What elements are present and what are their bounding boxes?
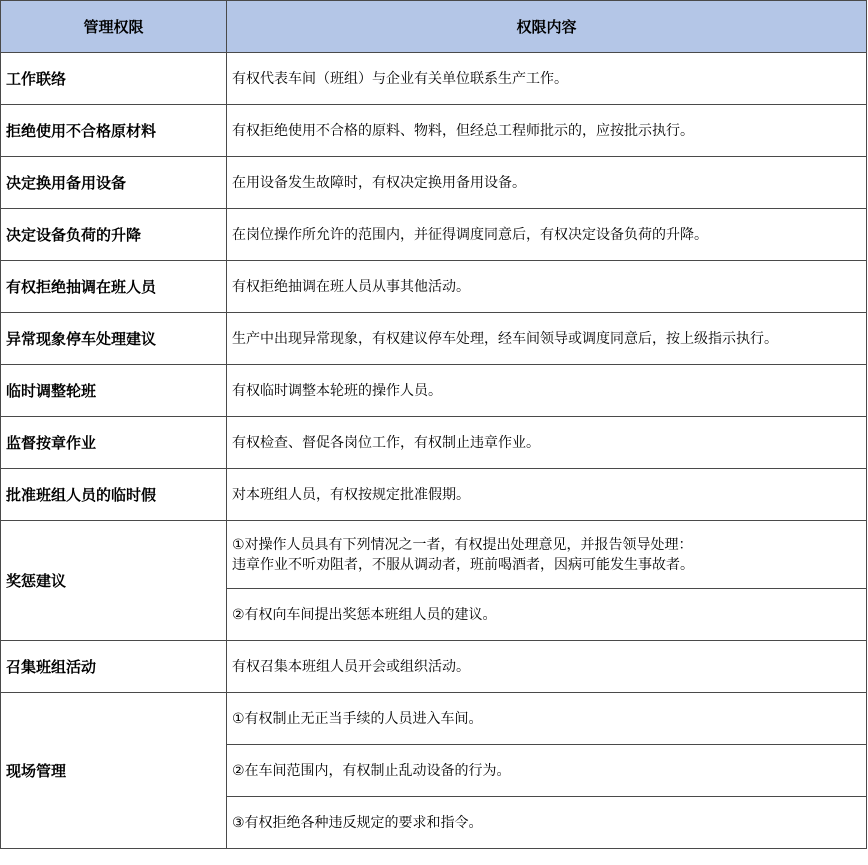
table-row — [1, 53, 867, 105]
table-row — [1, 261, 867, 313]
authority-content: ②有权向车间提出奖惩本班组人员的建议。 — [227, 589, 867, 641]
authority-content: 在岗位操作所允许的范围内，并征得调度同意后，有权决定设备负荷的升降。 — [227, 209, 867, 261]
header-row — [1, 1, 867, 53]
table-row — [1, 521, 867, 589]
authority-content: 在用设备发生故障时，有权决定换用备用设备。 — [227, 157, 867, 209]
authority-name: 决定设备负荷的升降 — [1, 209, 227, 261]
table-row — [1, 313, 867, 365]
table-row — [1, 209, 867, 261]
authority-content: 有权拒绝使用不合格的原料、物料，但经总工程师批示的，应按批示执行。 — [227, 105, 867, 157]
table-row — [1, 157, 867, 209]
table-row — [1, 469, 867, 521]
authority-content: ②在车间范围内，有权制止乱动设备的行为。 — [227, 745, 867, 797]
authority-content: 对本班组人员，有权按规定批准假期。 — [227, 469, 867, 521]
authority-content: 有权检查、督促各岗位工作，有权制止违章作业。 — [227, 417, 867, 469]
content-line: 违章作业不听劝阻者，不服从调动者，班前喝酒者，因病可能发生事故者。 — [232, 556, 694, 573]
authority-name: 有权拒绝抽调在班人员 — [1, 261, 227, 313]
table-row — [1, 641, 867, 693]
content-line: ①对操作人员具有下列情况之一者，有权提出处理意见，并报告领导处理： — [232, 536, 693, 553]
authority-content: ③有权拒绝各种违反规定的要求和指令。 — [227, 797, 867, 849]
authority-name: 批准班组人员的临时假 — [1, 469, 227, 521]
authority-content: 有权召集本班组人员开会或组织活动。 — [227, 641, 867, 693]
authority-content — [227, 521, 867, 589]
authority-content: 有权临时调整本轮班的操作人员。 — [227, 365, 867, 417]
authority-name: 拒绝使用不合格原材料 — [1, 105, 227, 157]
table-row — [1, 105, 867, 157]
authority-name: 异常现象停车处理建议 — [1, 313, 227, 365]
authority-name: 决定换用备用设备 — [1, 157, 227, 209]
header-authority: 管理权限 — [1, 1, 227, 53]
authority-name: 监督按章作业 — [1, 417, 227, 469]
authority-name: 奖惩建议 — [1, 521, 227, 641]
table-row — [1, 417, 867, 469]
authority-name: 临时调整轮班 — [1, 365, 227, 417]
authority-name: 工作联络 — [1, 53, 227, 105]
authority-content: ①有权制止无正当手续的人员进入车间。 — [227, 693, 867, 745]
authority-name: 现场管理 — [1, 693, 227, 849]
authority-content: 有权代表车间（班组）与企业有关单位联系生产工作。 — [227, 53, 867, 105]
table-row — [1, 693, 867, 745]
authority-name: 召集班组活动 — [1, 641, 227, 693]
authority-content: 有权拒绝抽调在班人员从事其他活动。 — [227, 261, 867, 313]
table-row — [1, 365, 867, 417]
authority-content: 生产中出现异常现象，有权建议停车处理，经车间领导或调度同意后，按上级指示执行。 — [227, 313, 867, 365]
header-content: 权限内容 — [227, 1, 867, 53]
